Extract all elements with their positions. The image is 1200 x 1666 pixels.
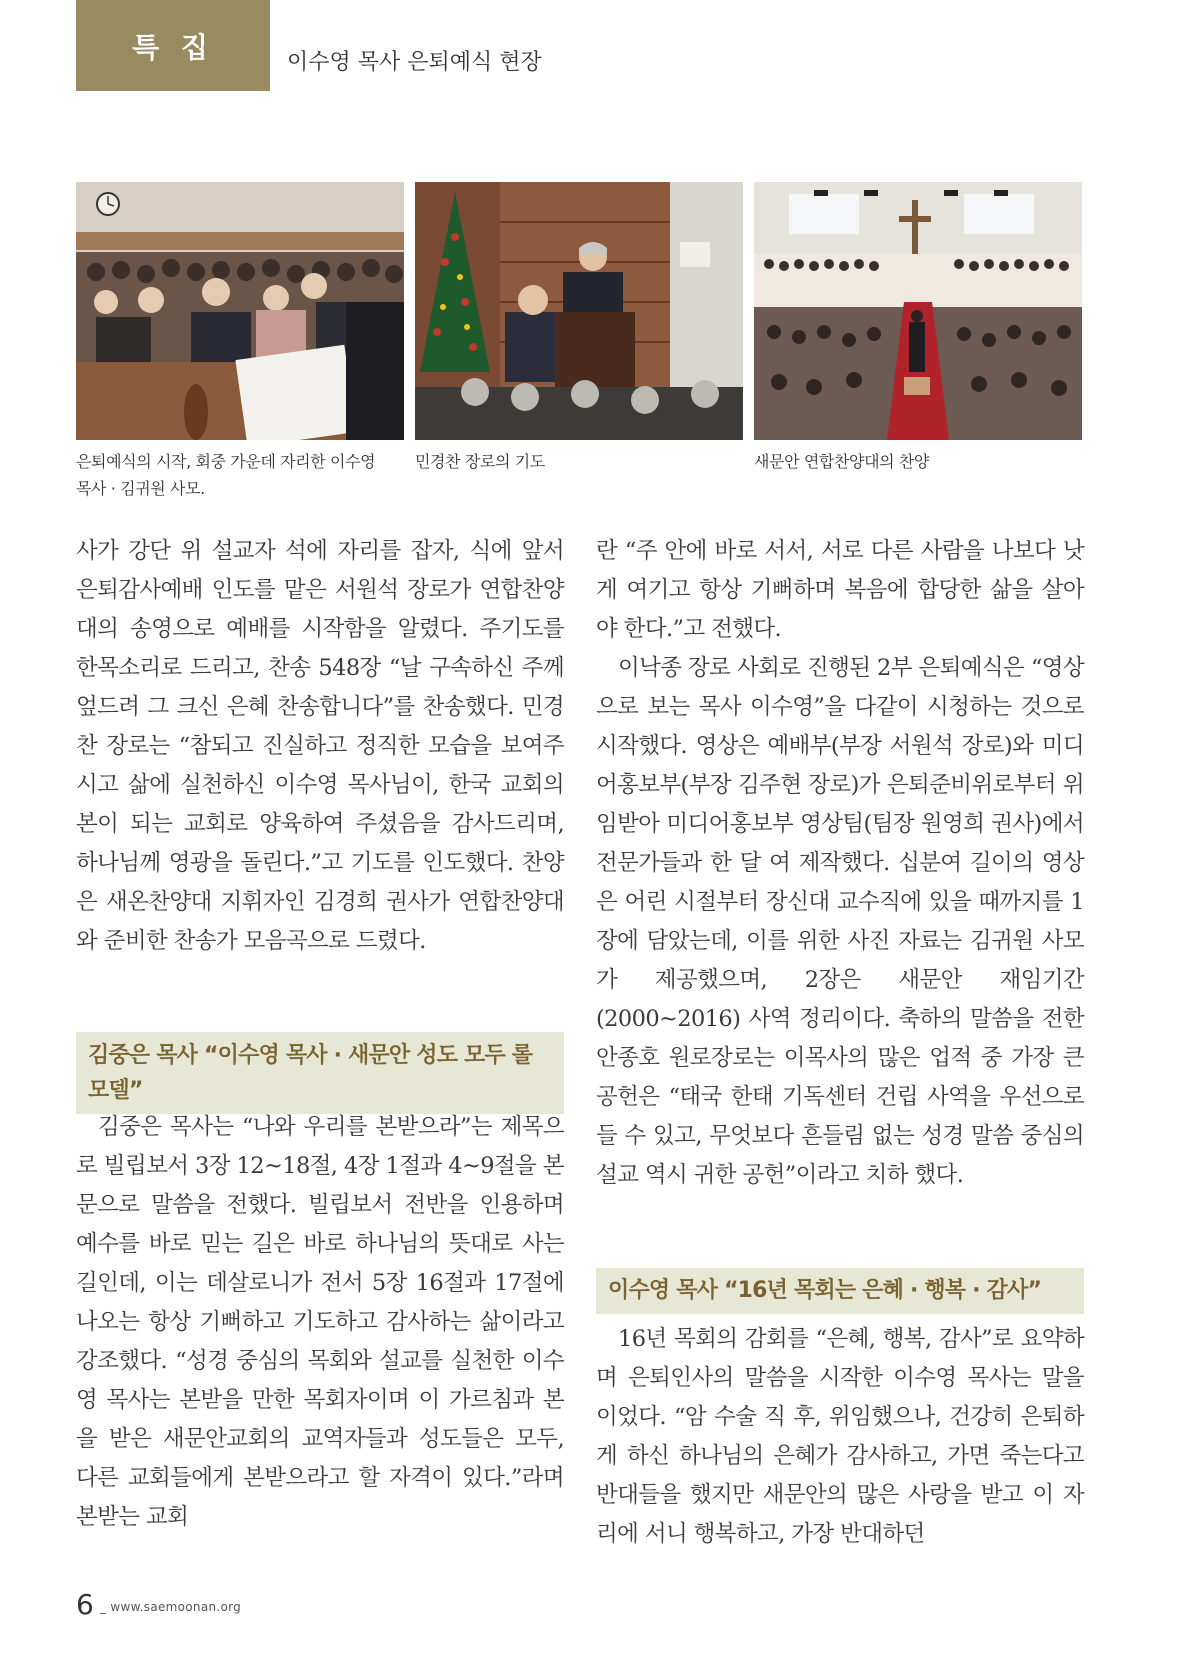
section-tab xyxy=(76,0,270,91)
article-paragraph: 16년 목회의 감회를 “은혜, 행복, 감사”로 요약하며 은퇴인사의 말씀을 시작한 이수영 목사는 말을 이었다. “암 수술 직 후, 위임했으나, 건강히 은퇴하게 하신 하나님의 은혜가 감사하고, 가면 죽는다고 반대들을 했지만 새문안의 많은 사랑을 받고 이 자리에 서니 행복하고, 가장 반대하던 xyxy=(596,1326,1084,1547)
subheading: 김중은 목사 “이수영 목사 · 새문안 성도 모두 롤 모델” xyxy=(76,1032,564,1114)
article-paragraph: 사가 강단 위 설교자 석에 자리를 잡자, 식에 앞서 은퇴감사예배 인도를 맡은 서원석 장로가 연합찬양대의 송영으로 예배를 시작함을 알렸다. 주기도를 한목소리로 드리고, 찬송 548장 “날 구속하신 주께 엎드려 그 크신 은혜 찬송합니다”를 찬송했다. 민경찬 장로는 “참되고 진실하고 정직한 모습을 보여주시고 삶에 실천하신 이수영 목사님이, 한국 교회의 본이 되는 교회로 양육하여 주셨음을 감사드리며, 하나님께 영광을 돌린다.”고 기도를 인도했다. 찬양은 새온찬양대 지휘자인 김경희 권사가 연합찬양대와 준비한 찬송가 모음곡으로 드렸다. xyxy=(76,538,564,954)
photo-caption-line: 은퇴예식의 시작, 회중 가운데 자리한 이수영 xyxy=(76,452,376,471)
article-paragraph: 이낙종 장로 사회로 진행된 2부 은퇴예식은 “영상으로 보는 목사 이수영”을 다같이 시청하는 것으로 시작했다. 영상은 예배부(부장 서원석 장로)와 미디어홍보부(부장 김주현 장로)가 은퇴준비위로부터 위임받아 미디어홍보부 영상팀(팀장 원영희 권사)에서 전문가들과 한 달 여 제작했다. 십분여 길이의 영상은 어린 시절부터 장신대 교수직에 있을 때까지를 1장에 담았는데, 이를 위한 사진 자료는 김귀원 사모가 제공했으며, 2장은 새문안 재임기간(2000~2016) 사역 정리이다. 축하의 말씀을 전한 안종호 원로장로는 이목사의 많은 업적 중 가장 큰 공헌은 “태국 한태 기독센터 건립 사역을 우선으로 들 수 있고, 무엇보다 흔들림 없는 성경 말씀 중심의 설교 역시 귀한 공헌”이라고 치하 했다. xyxy=(596,655,1084,1188)
photo-caption xyxy=(754,448,1074,475)
footer-url: _ www.saemoonan.org xyxy=(100,1600,242,1614)
photo-prayer-image xyxy=(415,182,743,440)
left-column-text-1 xyxy=(76,532,564,961)
photo-caption xyxy=(76,448,396,502)
photo-caption-line: 목사 · 김귀원 사모. xyxy=(76,479,205,498)
left-column-text-2 xyxy=(76,1108,564,1537)
article-paragraph: 김중은 목사는 “나와 우리를 본받으라”는 제목으로 빌립보서 3장 12~18절, 4장 1절과 4~9절을 본문으로 말씀을 전했다. 빌립보서 전반을 인용하며 예수를 바로 믿는 길은 바로 하나님의 뜻대로 사는 길인데, 이는 데살로니가 전서 5장 16절과 17절에 나오는 항상 기뻐하고 기도하고 감사하는 삶이라고 강조했다. “성경 중심의 목회와 설교를 실천한 이수영 목사는 본받을 만한 목회자이며 이 가르침과 본을 받은 새문안교회의 교역자들과 성도들은 모두, 다른 교회들에게 본받으라고 할 자격이 있다.”라며 본받는 교회 xyxy=(76,1114,564,1530)
photo-prayer xyxy=(415,182,743,440)
article-paragraph: 란 “주 안에 바로 서서, 서로 다른 사람을 나보다 낫게 여기고 항상 기뻐하며 복음에 합당한 삶을 살아야 한다.”고 전했다. xyxy=(596,538,1084,642)
photo-choir-image xyxy=(754,182,1082,440)
photo-congregation-image xyxy=(76,182,404,440)
photo-caption-line: 새문안 연합찬양대의 찬양 xyxy=(754,452,929,471)
subheading: 이수영 목사 “16년 목회는 은혜 · 행복 · 감사” xyxy=(596,1268,1084,1314)
photo-congregation xyxy=(76,182,404,440)
photo-caption-line: 민경찬 장로의 기도 xyxy=(415,452,545,471)
section-label: 특 집 xyxy=(132,30,214,64)
page-header-title: 이수영 목사 은퇴예식 현장 xyxy=(287,50,542,75)
right-column-text-1 xyxy=(596,532,1084,1195)
right-column-text-2 xyxy=(596,1320,1084,1554)
page-number: 6 xyxy=(76,1588,94,1621)
photo-caption xyxy=(415,448,735,475)
photo-choir xyxy=(754,182,1082,440)
